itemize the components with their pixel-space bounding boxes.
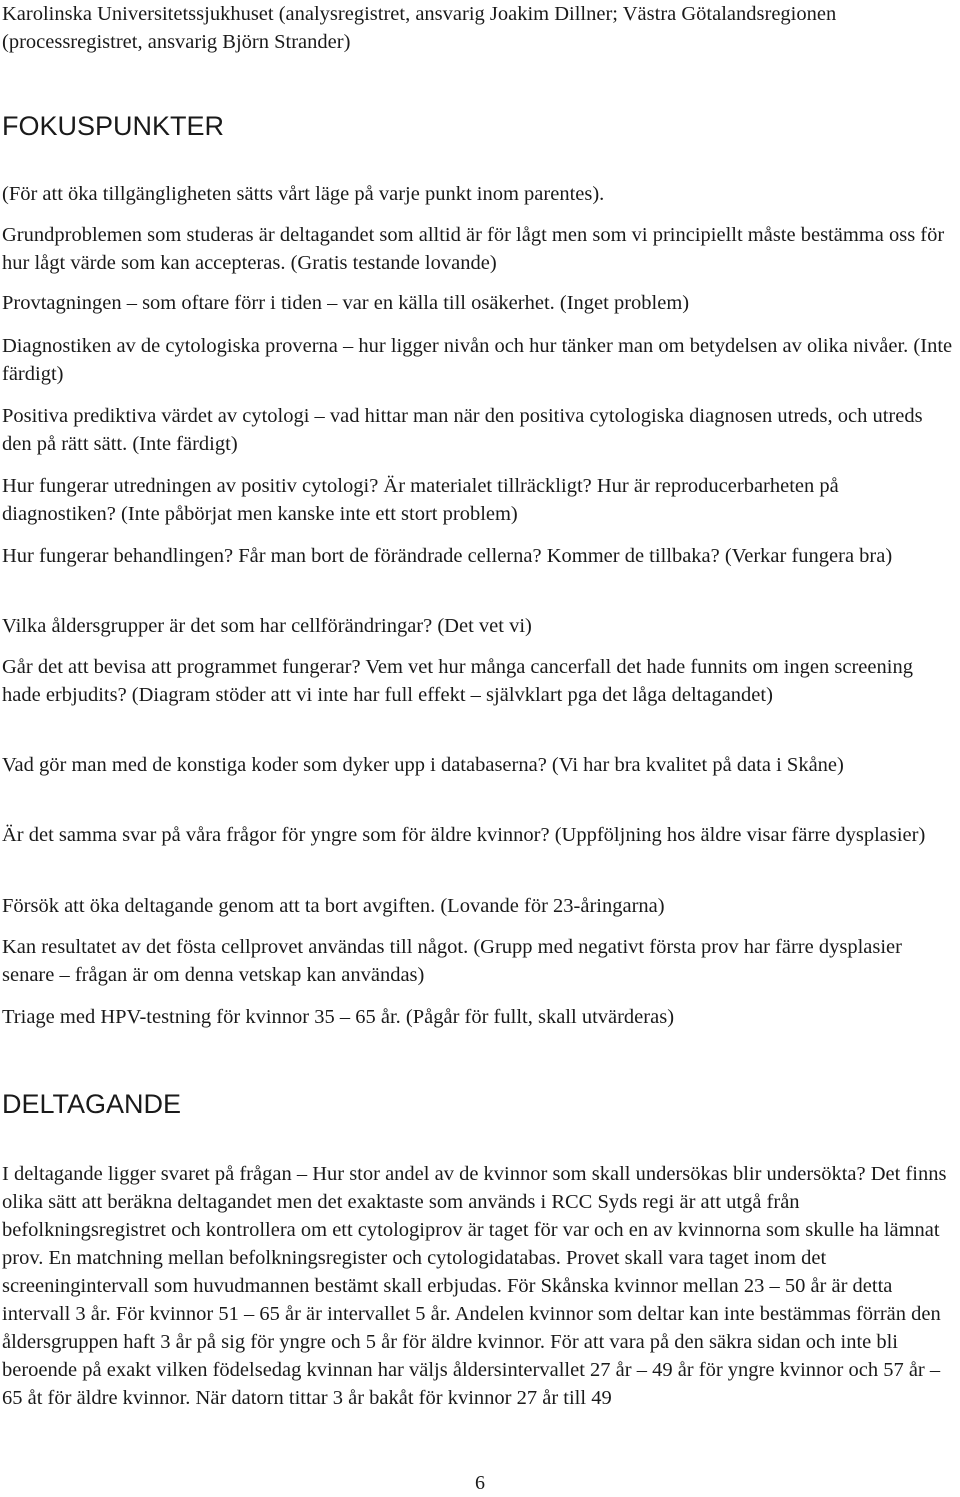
fokus-paragraph-11: Är det samma svar på våra frågor för yngre som för äldre kvinnor? (Uppföljning hos äldre visar färre dysplasier) <box>2 824 926 846</box>
heading-deltagande: DELTAGANDE <box>2 1089 182 1119</box>
fokus-paragraph-2: Grundproblemen som studeras är deltagandet som alltid är för lågt men som vi principiellt måste bestämma oss för hur lågt värde som kan accepteras. (Gratis testande lovande) <box>2 224 945 274</box>
fokus-paragraph-14: Triage med HPV-testning för kvinnor 35 – 65 år. (Pågår för fullt, skall utvärderas) <box>2 1006 675 1028</box>
intro-paragraph: Karolinska Universitetssjukhuset (analysregistret, ansvarig Joakim Dillner; Västra Götalandsregionen (processregistret, ansvarig Björn Strander) <box>2 3 837 53</box>
fokus-paragraph-1: (För att öka tillgängligheten sätts vårt läge på varje punkt inom parentes). <box>2 183 605 205</box>
heading-fokuspunkter: FOKUSPUNKTER <box>2 111 225 141</box>
fokus-paragraph-3: Provtagningen – som oftare förr i tiden – var en källa till osäkerhet. (Inget problem) <box>2 292 690 314</box>
fokus-paragraph-10: Vad gör man med de konstiga koder som dyker upp i databaserna? (Vi har bra kvalitet på data i Skåne) <box>2 754 844 776</box>
fokus-paragraph-13: Kan resultatet av det fösta cellprovet användas till något. (Grupp med negativt första prov har färre dysplasier senare – frågan är om denna vetskap kan användas) <box>2 936 902 986</box>
page-number: 6 <box>475 1472 485 1494</box>
fokus-paragraph-12: Försök att öka deltagande genom att ta bort avgiften. (Lovande för 23-åringarna) <box>2 895 665 917</box>
fokus-paragraph-5: Positiva prediktiva värdet av cytologi – vad hittar man när den positiva cytologiska diagnosen utreds, och utreds den på rätt sätt. (Inte färdigt) <box>2 405 923 455</box>
fokus-paragraph-6: Hur fungerar utredningen av positiv cytologi? Är materialet tillräckligt? Hur är reproducerbarheten på diagnostiken? (Inte påbörjat men kanske inte ett stort problem) <box>2 475 839 525</box>
fokus-paragraph-8: Vilka åldersgrupper är det som har cellförändringar? (Det vet vi) <box>2 615 532 637</box>
fokus-paragraph-7: Hur fungerar behandlingen? Får man bort de förändrade cellerna? Kommer de tillbaka? (Verkar fungera bra) <box>2 545 893 567</box>
fokus-paragraph-4: Diagnostiken av de cytologiska proverna – hur ligger nivån och hur tänker man om betydelsen av olika nivåer. (Inte färdigt) <box>2 335 953 385</box>
deltagande-paragraph: I deltagande ligger svaret på frågan – Hur stor andel av de kvinnor som skall undersökas blir undersökta? Det finns olika sätt att beräkna deltagandet men det exaktaste som används i RCC Syds regi är att utgå från befolkningsregistret och kontrollera om ett cytologiprov är taget för var och en av kvinnorna som skulle ha lämnat prov. En matchning mellan befolkningsregister och cytologidatabas. Provet skall vara taget inom det screeningintervall som huvudmannen bestämt skall erbjudas. För Skånska kvinnor mellan 23 – 50 år är detta intervall 3 år. För kvinnor 51 – 65 år är intervallet 5 år. Andelen kvinnor som deltar kan inte bestämmas förrän den åldersgruppen haft 3 år på sig för yngre och 5 år för äldre kvinnor. För att vara på den säkra sidan och inte bli beroende på exakt vilken födelsedag kvinnan har väljs åldersintervallet 27 år – 49 år för yngre kvinnor och 57 år – 65 åt för äldre kvinnor. När datorn tittar 3 år bakåt för kvinnor 27 år till 49 <box>2 1163 947 1409</box>
fokus-paragraph-9: Går det att bevisa att programmet fungerar? Vem vet hur många cancerfall det hade funnits om ingen screening hade erbjudits? (Diagram stöder att vi inte har full effekt – självklart pga det låga deltagandet) <box>2 656 913 706</box>
